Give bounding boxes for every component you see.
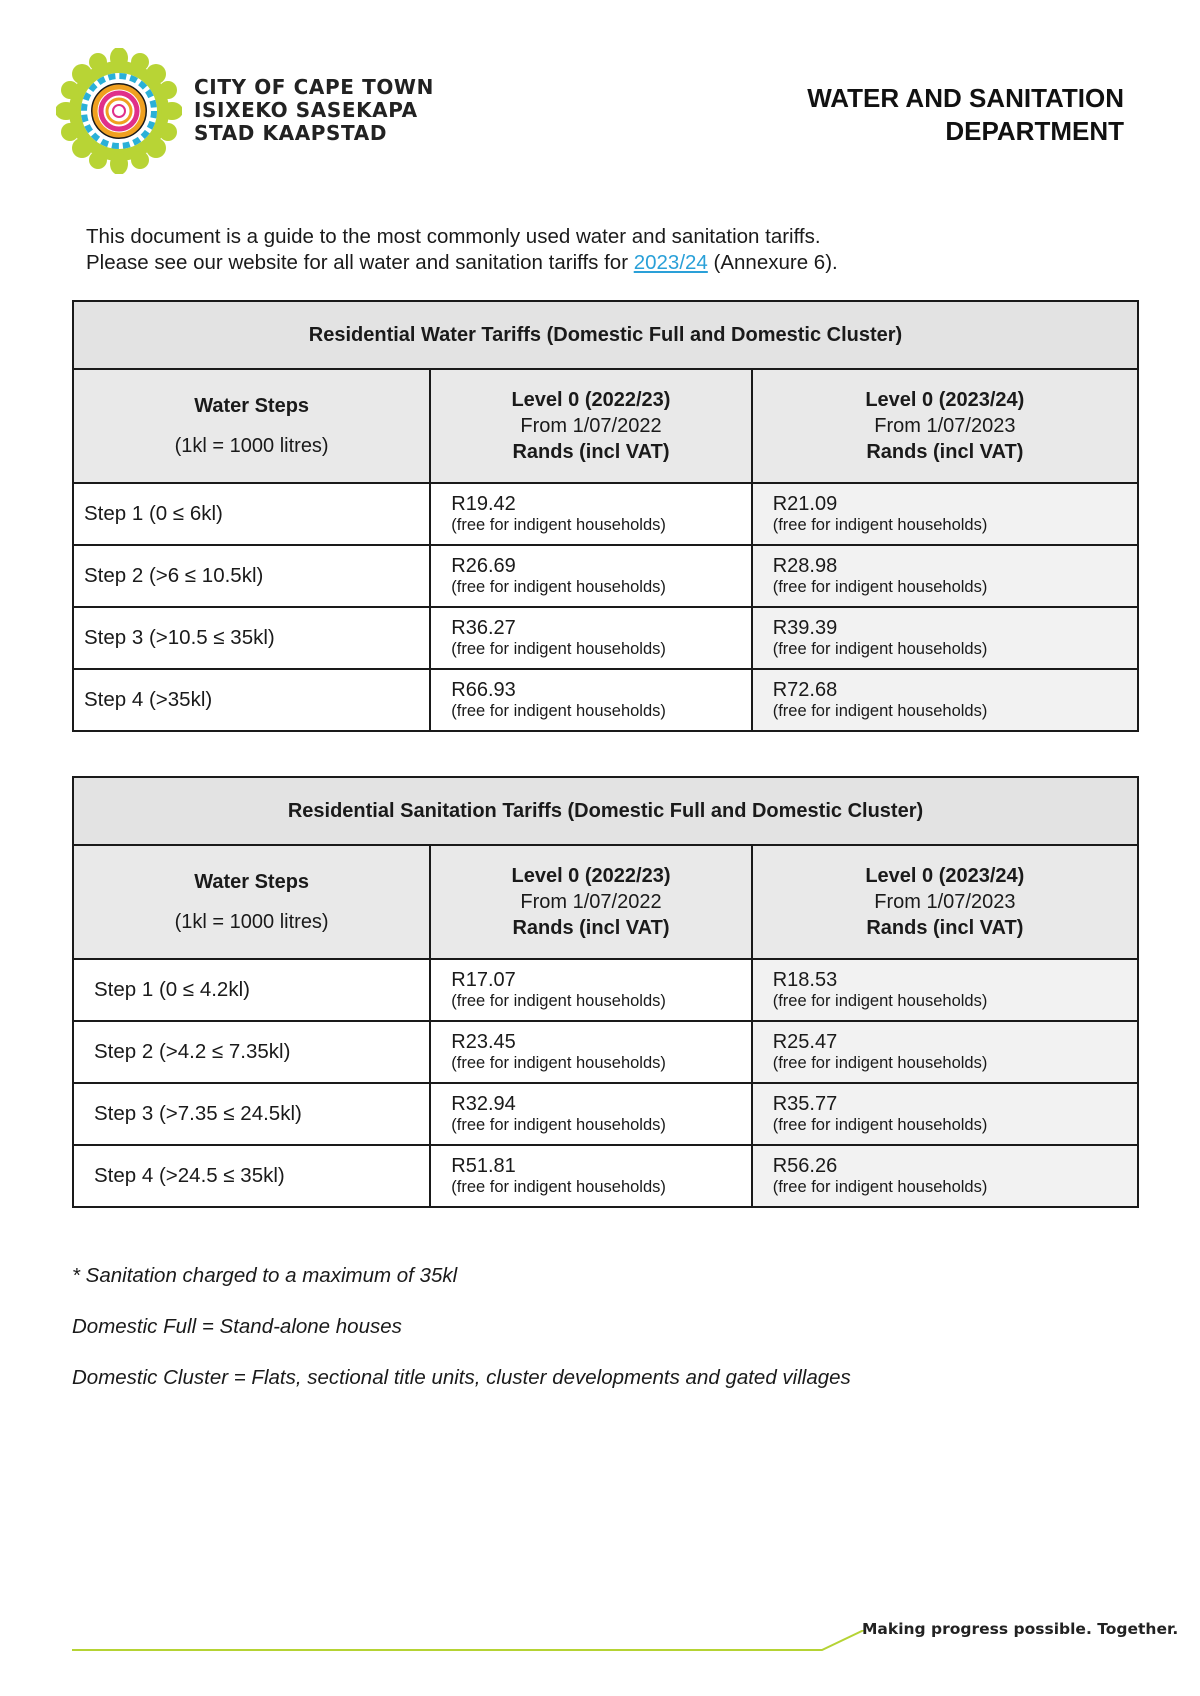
tariff-2023-cell: [752, 545, 1138, 607]
tariff-2022-cell: [430, 545, 751, 607]
water-col-2022-level: Level 0 (2022/23): [511, 389, 671, 411]
sanitation-table-title: Residential Sanitation Tariffs (Domestic Full and Domestic Cluster): [73, 777, 1138, 845]
water-col-2022-from: From 1/07/2022: [520, 415, 662, 437]
step-label: Step 3 (>7.35 ≤ 24.5kl): [73, 1083, 430, 1145]
tariff-note: (free for indigent households): [451, 992, 666, 1010]
intro-line-1: This document is a guide to the most commonly used water and sanitation tariffs.: [86, 225, 821, 248]
table-row: [73, 669, 1138, 731]
tariff-2022-cell: [430, 1083, 751, 1145]
intro-line-2: [86, 250, 838, 276]
intro-line-2-end: (Annexure 6).: [707, 251, 838, 274]
tariff-note: (free for indigent households): [451, 702, 666, 720]
step-label: Step 1 (0 ≤ 6kl): [73, 483, 430, 545]
sanitation-tariffs-table: [72, 776, 1139, 1208]
footer-accent-line: [72, 1630, 872, 1665]
sanitation-col-2023-from: From 1/07/2023: [874, 891, 1016, 913]
step-label: Step 4 (>35kl): [73, 669, 430, 731]
tariff-2022-cell: [430, 669, 751, 731]
tariff-2023-cell: [752, 1083, 1138, 1145]
step-label: Step 2 (>4.2 ≤ 7.35kl): [73, 1021, 430, 1083]
note-sanitation-max: * Sanitation charged to a maximum of 35kl: [72, 1264, 458, 1287]
water-col-steps-header: [73, 369, 430, 483]
tariff-price: R18.53: [772, 969, 838, 991]
intro-text: [86, 224, 838, 276]
sanitation-col-steps-title: Water Steps: [194, 871, 310, 893]
tariff-note: (free for indigent households): [772, 1178, 988, 1196]
tariff-price: R36.27: [451, 617, 516, 639]
tariff-2022-cell: [430, 959, 751, 1021]
tariff-price: R26.69: [451, 555, 516, 577]
water-col-2022-units: Rands (incl VAT): [512, 441, 670, 463]
step-label: Step 3 (>10.5 ≤ 35kl): [73, 607, 430, 669]
footnotes: [72, 1262, 851, 1415]
department-line-2: DEPARTMENT: [945, 116, 1124, 146]
tariff-2022-cell: [430, 1145, 751, 1207]
sanitation-col-2022-units: Rands (incl VAT): [512, 917, 670, 939]
sanitation-col-2023-level: Level 0 (2023/24): [865, 865, 1025, 887]
tariff-2022-cell: [430, 1021, 751, 1083]
tariff-2023-cell: [752, 607, 1138, 669]
footer-slogan: Making progress possible. Together.: [862, 1620, 1179, 1638]
tariff-note: (free for indigent households): [772, 702, 988, 720]
sanitation-col-2022-level: Level 0 (2022/23): [511, 865, 671, 887]
table-row: [73, 1145, 1138, 1207]
tariff-note: (free for indigent households): [772, 578, 988, 596]
tariff-note: (free for indigent households): [772, 1054, 988, 1072]
table-row: [73, 959, 1138, 1021]
water-col-steps-note: (1kl = 1000 litres): [174, 435, 329, 457]
tariff-2023-cell: [752, 669, 1138, 731]
water-col-steps-title: Water Steps: [194, 395, 310, 417]
sanitation-col-steps-note: (1kl = 1000 litres): [174, 911, 329, 933]
water-col-2023-level: Level 0 (2023/24): [865, 389, 1025, 411]
water-col-2023-from: From 1/07/2023: [874, 415, 1016, 437]
tariff-note: (free for indigent households): [451, 1116, 666, 1134]
sanitation-col-2022-from: From 1/07/2022: [520, 891, 662, 913]
sanitation-col-2023-units: Rands (incl VAT): [866, 917, 1024, 939]
step-label: Step 1 (0 ≤ 4.2kl): [73, 959, 430, 1021]
tariff-note: (free for indigent households): [451, 1178, 666, 1196]
tariff-price: R17.07: [451, 969, 516, 991]
table-row: [73, 607, 1138, 669]
tariff-price: R21.09: [772, 493, 838, 515]
water-table-title: Residential Water Tariffs (Domestic Full and Domestic Cluster): [73, 301, 1138, 369]
step-label: Step 2 (>6 ≤ 10.5kl): [73, 545, 430, 607]
org-line-af: STAD KAAPSTAD: [194, 121, 388, 145]
water-tariffs-table: [72, 300, 1139, 732]
intro-line-2-start: Please see our website for all water and sanitation tariffs for: [86, 251, 634, 274]
tariff-note: (free for indigent households): [772, 992, 988, 1010]
tariff-2023-cell: [752, 1145, 1138, 1207]
tariff-price: R25.47: [772, 1031, 838, 1053]
sanitation-col-2022-header: [430, 845, 751, 959]
tariff-price: R72.68: [772, 679, 838, 701]
tariff-note: (free for indigent households): [451, 1054, 666, 1072]
tariffs-link[interactable]: 2023/24: [633, 251, 708, 274]
tariff-price: R56.26: [772, 1155, 838, 1177]
tariff-price: R32.94: [451, 1093, 516, 1115]
tariff-2023-cell: [752, 1021, 1138, 1083]
tariff-price: R66.93: [451, 679, 516, 701]
tariff-2023-cell: [752, 959, 1138, 1021]
organisation-name: [194, 76, 434, 145]
tariff-note: (free for indigent households): [772, 1116, 988, 1134]
table-row: [73, 545, 1138, 607]
tariff-note: (free for indigent households): [451, 516, 666, 534]
tariff-price: R39.39: [772, 617, 838, 639]
tariff-price: R35.77: [772, 1093, 838, 1115]
department-line-1: WATER AND SANITATION: [807, 83, 1124, 113]
tariff-note: (free for indigent households): [451, 578, 666, 596]
tariff-2023-cell: [752, 483, 1138, 545]
sanitation-col-2023-header: [752, 845, 1138, 959]
water-col-2023-header: [752, 369, 1138, 483]
tariff-price: R19.42: [451, 493, 516, 515]
table-row: [73, 1021, 1138, 1083]
org-line-en: CITY OF CAPE TOWN: [194, 75, 434, 99]
step-label: Step 4 (>24.5 ≤ 35kl): [73, 1145, 430, 1207]
tariff-2022-cell: [430, 607, 751, 669]
tariff-2022-cell: [430, 483, 751, 545]
tariff-note: (free for indigent households): [772, 516, 988, 534]
tariff-price: R28.98: [772, 555, 838, 577]
sanitation-col-steps-header: [73, 845, 430, 959]
table-row: [73, 483, 1138, 545]
tariff-price: R51.81: [451, 1155, 516, 1177]
note-domestic-cluster: Domestic Cluster = Flats, sectional title units, cluster developments and gated villages: [72, 1366, 851, 1389]
table-row: [73, 1083, 1138, 1145]
tariff-note: (free for indigent households): [451, 640, 666, 658]
tariff-price: R23.45: [451, 1031, 516, 1053]
department-title: [807, 82, 1124, 148]
note-domestic-full: Domestic Full = Stand-alone houses: [72, 1315, 402, 1338]
water-col-2023-units: Rands (incl VAT): [866, 441, 1024, 463]
water-col-2022-header: [430, 369, 751, 483]
city-logo-icon: [56, 48, 182, 174]
org-line-xh: ISIXEKO SASEKAPA: [194, 98, 418, 122]
tariff-note: (free for indigent households): [772, 640, 988, 658]
